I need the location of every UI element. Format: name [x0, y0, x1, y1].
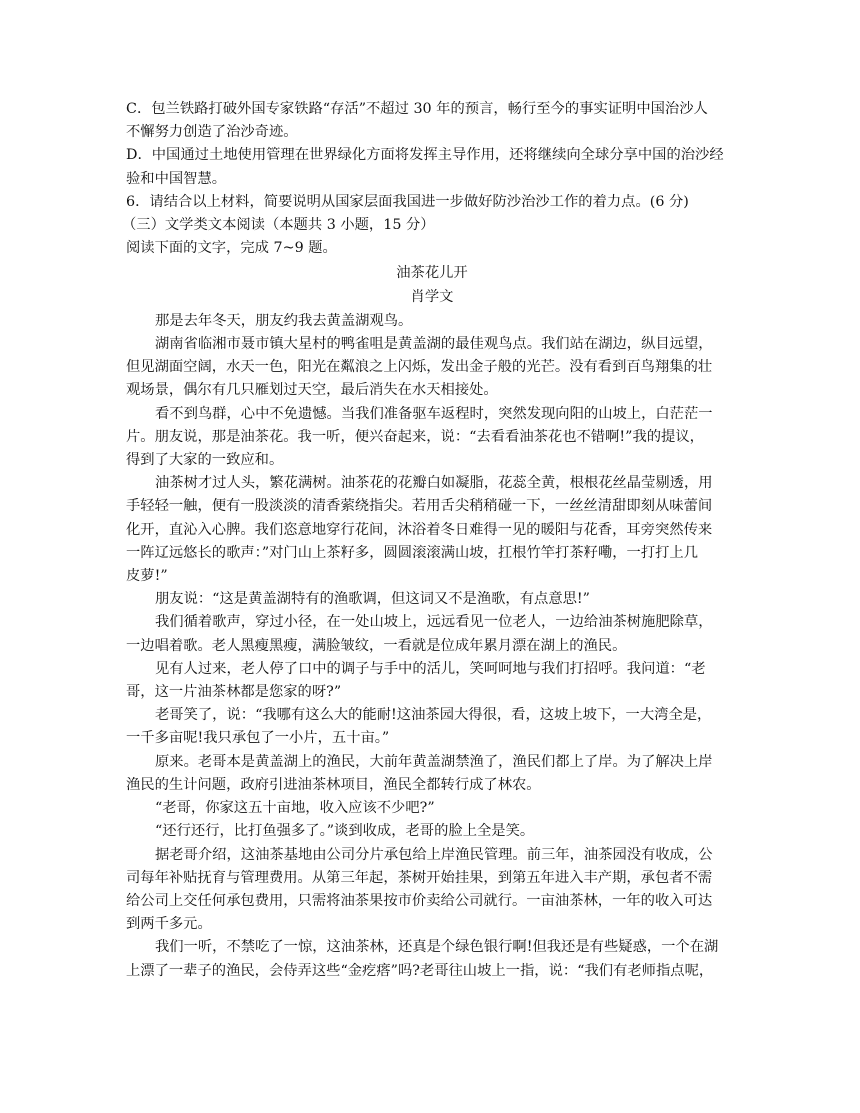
paragraph-line: 老哥笑了，说：“我哪有这么大的能耐!这油茶园大得很，看，这坡上坡下，一大湾全是，: [155, 707, 712, 724]
paragraph-line: 原来。老哥本是黄盖湖上的渔民，大前年黄盖湖禁渔了，渔民们都上了岸。为了解决上岸: [155, 753, 713, 770]
story-author: 肖学文: [410, 288, 454, 305]
story-paragraph: [126, 333, 738, 403]
option-c-line-1: C．包兰铁路打破外国专家铁路“存活”不超过 30 年的预言，畅行至今的事实证明中国治沙人: [126, 101, 708, 117]
story-paragraph: [126, 310, 738, 333]
section-heading: （三）文学类文本阅读（本题共 3 小题，15 分）: [122, 217, 435, 234]
paragraph-line: “还行还行，比打鱼强多了。”谈到收成，老哥的脸上全是笑。: [155, 823, 535, 840]
option-d-line-2: 验和中国智慧。: [126, 170, 227, 187]
paragraph-line: 司每年补贴抚育与管理费用。从第三年起，茶树开始挂果，到第五年进入丰产期，承包者不需: [126, 869, 713, 886]
paragraph-line: 一千多亩呢!我只承包了一小片，五十亩。”: [126, 730, 390, 747]
story-title: 油茶花儿开: [396, 265, 468, 282]
story-paragraph: [126, 403, 738, 473]
paragraph-line: 我们一听，不禁吃了一惊，这油茶林，还真是个绿色银行啊!但我还是有些疑惑，一个在湖: [155, 939, 719, 956]
paragraph-line: 但见湖面空阔，水天一色，阳光在粼浪之上闪烁，发出金子般的光芒。没有看到百鸟翔集的壮: [126, 359, 713, 376]
paragraph-line: 片。朋友说，那是油茶花。我一听，便兴奋起来，说：“去看看油茶花也不错啊!”我的提议，: [126, 428, 704, 445]
paragraph-line: 皮萝!”: [126, 568, 168, 585]
story-paragraph: [126, 751, 738, 797]
story-paragraph: [126, 658, 738, 704]
document-body: [122, 98, 738, 983]
paragraph-line: 看不到鸟群，心中不免遗憾。当我们准备驱车返程时，突然发现向阳的山坡上，白茫茫一: [155, 405, 713, 422]
paragraph-line: 渔民的生计问题，政府引进油茶林项目，渔民全都转行成了林农。: [126, 776, 541, 793]
story-paragraph: [126, 588, 738, 611]
story-paragraph: [126, 472, 738, 588]
paragraph-line: 见有人过来，老人停了口中的调子与手中的活儿，笑呵呵地与我们打招呼。我问道：“老: [155, 660, 706, 677]
paragraph-line: 观场景，偶尔有几只雁划过天空，最后消失在水天相接处。: [126, 382, 498, 399]
story-paragraph: [126, 611, 738, 657]
story-paragraph: [126, 844, 738, 937]
story-paragraph: [126, 820, 738, 843]
option-c: [126, 98, 738, 144]
paragraph-line: 一边唱着歌。老人黑瘦黑瘦，满脸皱纹，一看就是位成年累月漂在湖上的渔民。: [126, 637, 627, 654]
story-paragraph: [126, 704, 738, 750]
option-c-line-2: 不懈努力创造了治沙奇迹。: [126, 124, 298, 141]
paragraph-line: 湖南省临湘市聂市镇大星村的鸭雀咀是黄盖湖的最佳观鸟点。我们站在湖边，纵目远望，: [155, 336, 713, 353]
paragraph-line: 朋友说：“这是黄盖湖特有的渔歌调，但这词又不是渔歌，有点意思!”: [155, 591, 590, 608]
paragraph-line: “老哥，你家这五十亩地，收入应该不少吧?”: [155, 800, 435, 817]
paragraph-line: 到两千多元。: [126, 916, 212, 933]
reading-instruction: 阅读下面的文字，完成 7~9 题。: [126, 240, 337, 257]
paragraph-line: 那是去年冬天，朋友约我去黄盖湖观鸟。: [155, 312, 413, 329]
paragraph-line: 上漂了一辈子的渔民，会侍弄这些“金疙瘩”吗?老哥往山坡上一指，说：“我们有老师指点呢，: [126, 962, 714, 979]
paragraph-line: 化开，直沁入心脾。我们恣意地穿行花间，沐浴着冬日难得一见的暖阳与花香，耳旁突然传来: [126, 521, 713, 538]
option-d: [126, 144, 738, 190]
paragraph-line: 哥，这一片油茶林都是您家的呀?”: [126, 684, 342, 701]
paragraph-line: 油茶树才过人头，繁花满树。油茶花的花瓣白如凝脂，花蕊全黄，根根花丝晶莹剔透，用: [155, 475, 713, 492]
paragraph-line: 我们循着歌声，穿过小径，在一处山坡上，远远看见一位老人，一边给油茶树施肥除草，: [155, 614, 713, 631]
paragraph-line: 据老哥介绍，这油茶基地由公司分片承包给上岸渔民管理。前三年，油茶园没有收成，公: [155, 846, 713, 863]
option-d-line-1: D．中国通过土地使用管理在世界绿化方面将发挥主导作用，还将继续向全球分享中国的治沙经: [126, 147, 724, 164]
paragraph-line: 手轻轻一触，便有一股淡淡的清香萦绕指尖。若用舌尖稍稍碰一下，一丝丝清甜即刻从味蕾间: [126, 498, 713, 515]
paragraph-line: 给公司上交任何承包费用，只需将油茶果按市价卖给公司就行。一亩油茶林，一年的收入可达: [126, 892, 713, 909]
story-paragraphs: [126, 310, 738, 983]
paragraph-line: 一阵辽远悠长的歌声：”对门山上茶籽多，圆圆滚滚满山坡，扛根竹竿打茶籽嘞，一打打上几: [126, 544, 699, 561]
story-paragraph: [126, 797, 738, 820]
question-6: 6．请结合以上材料，简要说明从国家层面我国进一步做好防沙治沙工作的着力点。(6 分): [126, 193, 689, 210]
story-paragraph: [126, 936, 738, 982]
paragraph-line: 得到了大家的一致应和。: [126, 452, 284, 469]
